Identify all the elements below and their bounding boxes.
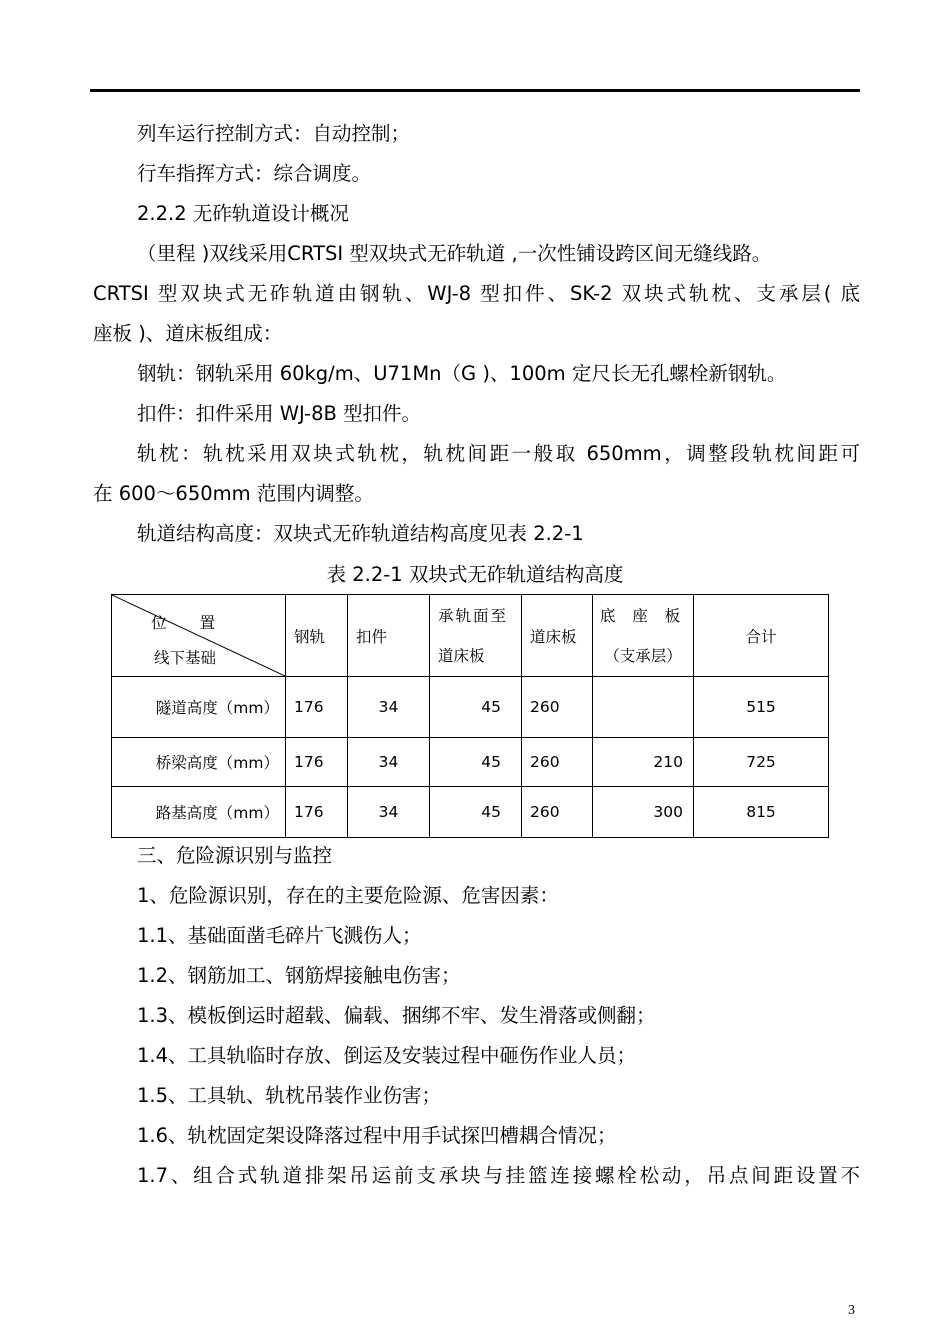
cell-base: [593, 677, 694, 738]
header-base-bottom: （支承层）: [604, 646, 682, 665]
header-bearing-top: 承轨面至: [438, 606, 509, 625]
list-item: 1.5、工具轨、轨枕吊装作业伤害；: [137, 1084, 442, 1107]
cell-total: 725: [694, 738, 829, 787]
paragraph-line: 1、危险源识别，存在的主要危险源、危害因素：: [137, 884, 559, 907]
table-caption: 表 2.2-1 双块式无砟轨道结构高度: [326, 563, 624, 586]
paragraph-line: 扣件：扣件采用 WJ-8B 型扣件。: [137, 402, 422, 425]
list-item: 1.4、工具轨临时存放、倒运及安装过程中砸伤作业人员；: [137, 1044, 637, 1067]
cell-fastener: 34: [348, 677, 430, 738]
cell-bed: 260: [522, 677, 593, 738]
paragraph-line: CRTSI 型双块式无砟轨道由钢轨、WJ-8 型扣件、SK-2 双块式轨枕、支承层( 底: [93, 282, 860, 305]
header-bearing: [430, 595, 522, 677]
cell-base: 210: [593, 738, 694, 787]
table-row: [112, 787, 829, 838]
list-item: 1.3、模板倒运时超载、偏载、捆绑不牢、发生滑落或侧翻；: [137, 1004, 656, 1027]
page-number: 3: [848, 1303, 855, 1318]
header-base: [593, 595, 694, 677]
row-label: 路基高度（mm）: [112, 787, 286, 838]
table-row: [112, 738, 829, 787]
cell-bed: 260: [522, 787, 593, 838]
paragraph-line: 行车指挥方式：综合调度。: [137, 162, 372, 185]
list-item: 1.1、基础面凿毛碎片飞溅伤人；: [137, 924, 422, 947]
header-fastener: 扣件: [348, 595, 430, 677]
paragraph-line: 钢轨：钢轨采用 60kg/m、U71Mn（G )、100m 定尺长无孔螺栓新钢轨。: [137, 362, 787, 385]
header-position-label: 位 置: [151, 614, 229, 632]
paragraph-line: 座板 )、道床板组成：: [93, 322, 283, 345]
table-header-row: [112, 595, 829, 677]
cell-total: 815: [694, 787, 829, 838]
paragraph-line: 列车运行控制方式：自动控制；: [137, 122, 411, 145]
structure-height-table: [111, 594, 829, 838]
cell-base: 300: [593, 787, 694, 838]
header-total: 合计: [694, 595, 829, 677]
paragraph-line: 在 600～650mm 范围内调整。: [93, 482, 374, 505]
cell-fastener: 34: [348, 787, 430, 838]
cell-fastener: 34: [348, 738, 430, 787]
cell-rail: 176: [286, 787, 348, 838]
header-rail: 钢轨: [286, 595, 348, 677]
cell-rail: 176: [286, 677, 348, 738]
header-bed: 道床板: [522, 595, 593, 677]
header-bearing-bottom: 道床板: [438, 646, 485, 665]
list-item: 1.6、轨枕固定架设降落过程中用手试探凹槽耦合情况；: [137, 1124, 617, 1147]
cell-bed: 260: [522, 738, 593, 787]
paragraph-line: 轨枕：轨枕采用双块式轨枕，轨枕间距一般取 650mm，调整段轨枕间距可: [137, 442, 860, 465]
header-base-top: 底 座 板: [599, 606, 687, 625]
row-label: 隧道高度（mm）: [112, 677, 286, 738]
cell-bearing: 45: [430, 738, 522, 787]
cell-bearing: 45: [430, 787, 522, 838]
section-heading: 2.2.2 无砟轨道设计概况: [137, 202, 349, 225]
paragraph-line: （里程 )双线采用CRTSI 型双块式无砟轨道 ,一次性铺设跨区间无缝线路。: [137, 242, 772, 265]
list-item: 1.7、组合式轨道排架吊运前支承块与挂篮连接螺栓松动，吊点间距设置不: [137, 1164, 860, 1187]
paragraph-line: 轨道结构高度：双块式无砟轨道结构高度见表 2.2-1: [137, 522, 584, 545]
header-rule: [90, 89, 860, 92]
cell-bearing: 45: [430, 677, 522, 738]
cell-total: 515: [694, 677, 829, 738]
cell-rail: 176: [286, 738, 348, 787]
header-foundation-label: 线下基础: [154, 649, 217, 667]
table-row: [112, 677, 829, 738]
row-label: 桥梁高度（mm）: [112, 738, 286, 787]
section-heading: 三、危险源识别与监控: [137, 844, 333, 867]
list-item: 1.2、钢筋加工、钢筋焊接触电伤害；: [137, 964, 461, 987]
diagonal-header-cell: [112, 595, 286, 677]
